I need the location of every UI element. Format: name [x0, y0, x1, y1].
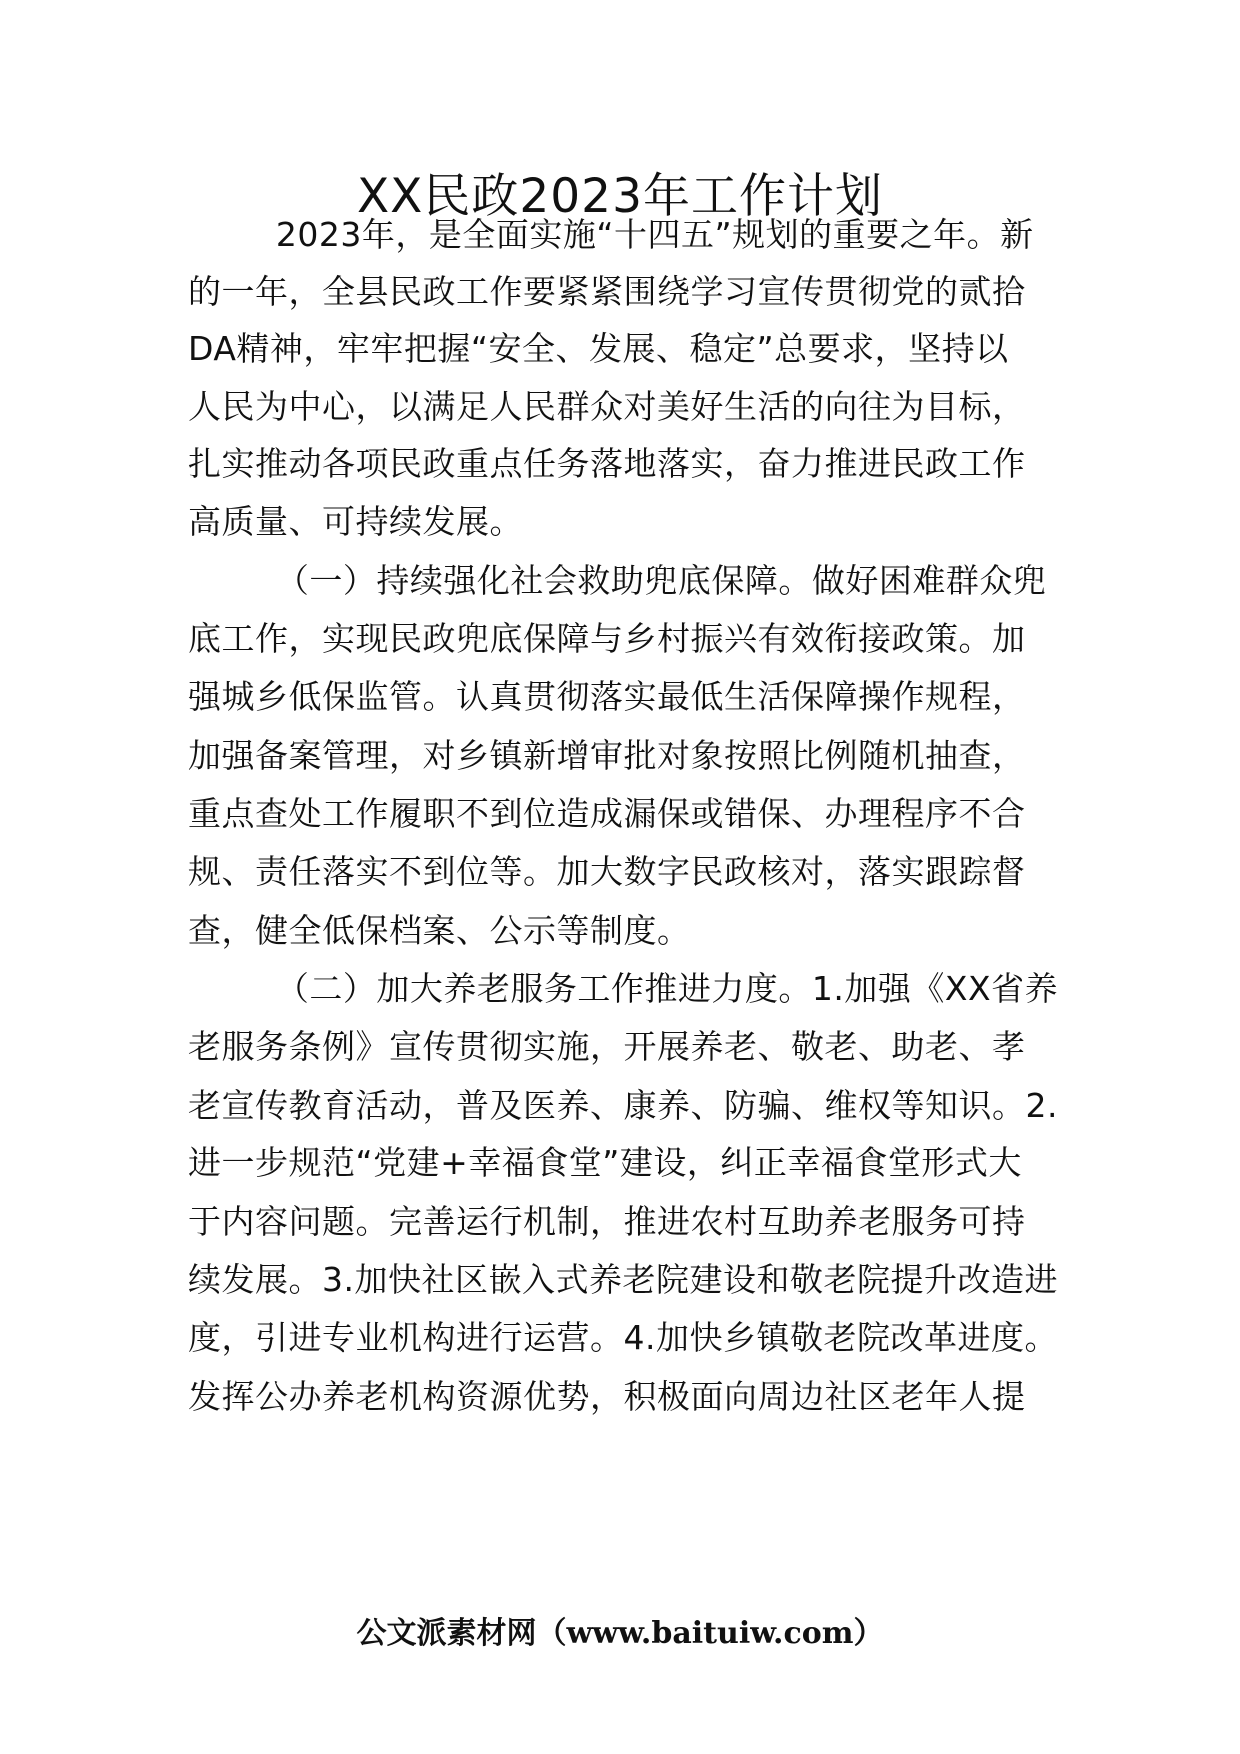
body-line: 进一步规范“党建+幸福食堂”建设，纠正幸福食堂形式大: [188, 1143, 1022, 1182]
body-line: 高质量、可持续发展。: [188, 502, 523, 541]
body-line: （二）加大养老服务工作推进力度。1.加强《XX省养: [188, 969, 1059, 1008]
document-title: XX民政2023年工作计划: [356, 169, 883, 224]
body-line: 人民为中心，以满足人民群众对美好生活的向往为目标，: [188, 387, 1026, 426]
body-line: 扎实推动各项民政重点任务落地落实，奋力推进民政工作: [188, 444, 1026, 483]
body-line: 的一年，全县民政工作要紧紧围绕学习宣传贯彻党的贰拾: [188, 272, 1026, 311]
body-line: （一）持续强化社会救助兜底保障。做好困难群众兜: [188, 561, 1047, 600]
body-line: 规、责任落实不到位等。加大数字民政核对，落实跟踪督: [188, 852, 1026, 891]
watermark-footer: 公文派素材网（www.baituiw.com）: [356, 1616, 884, 1651]
body-line: 强城乡低保监管。认真贯彻落实最低生活保障操作规程，: [188, 677, 1026, 716]
body-line: 续发展。3.加快社区嵌入式养老院建设和敬老院提升改造进: [188, 1260, 1058, 1299]
body-line: 2023年，是全面实施“十四五”规划的重要之年。新: [188, 215, 1034, 254]
body-line: 加强备案管理，对乡镇新增审批对象按照比例随机抽查，: [188, 736, 1026, 775]
body-line: 底工作，实现民政兜底保障与乡村振兴有效衔接政策。加: [188, 619, 1026, 658]
body-line: 老宣传教育活动，普及医养、康养、防骗、维权等知识。2.: [188, 1086, 1058, 1125]
body-line: DA精神，牢牢把握“安全、发展、稳定”总要求，坚持以: [188, 329, 1009, 368]
body-line: 度，引进专业机构进行运营。4.加快乡镇敬老院改革进度。: [188, 1318, 1058, 1357]
body-line: 老服务条例》宣传贯彻实施，开展养老、敬老、助老、孝: [188, 1027, 1026, 1066]
body-line: 于内容问题。完善运行机制，推进农村互助养老服务可持: [188, 1202, 1026, 1241]
body-line: 查，健全低保档案、公示等制度。: [188, 911, 691, 950]
body-line: 重点查处工作履职不到位造成漏保或错保、办理程序不合: [188, 794, 1026, 833]
body-line: 发挥公办养老机构资源优势，积极面向周边社区老年人提: [188, 1377, 1026, 1416]
